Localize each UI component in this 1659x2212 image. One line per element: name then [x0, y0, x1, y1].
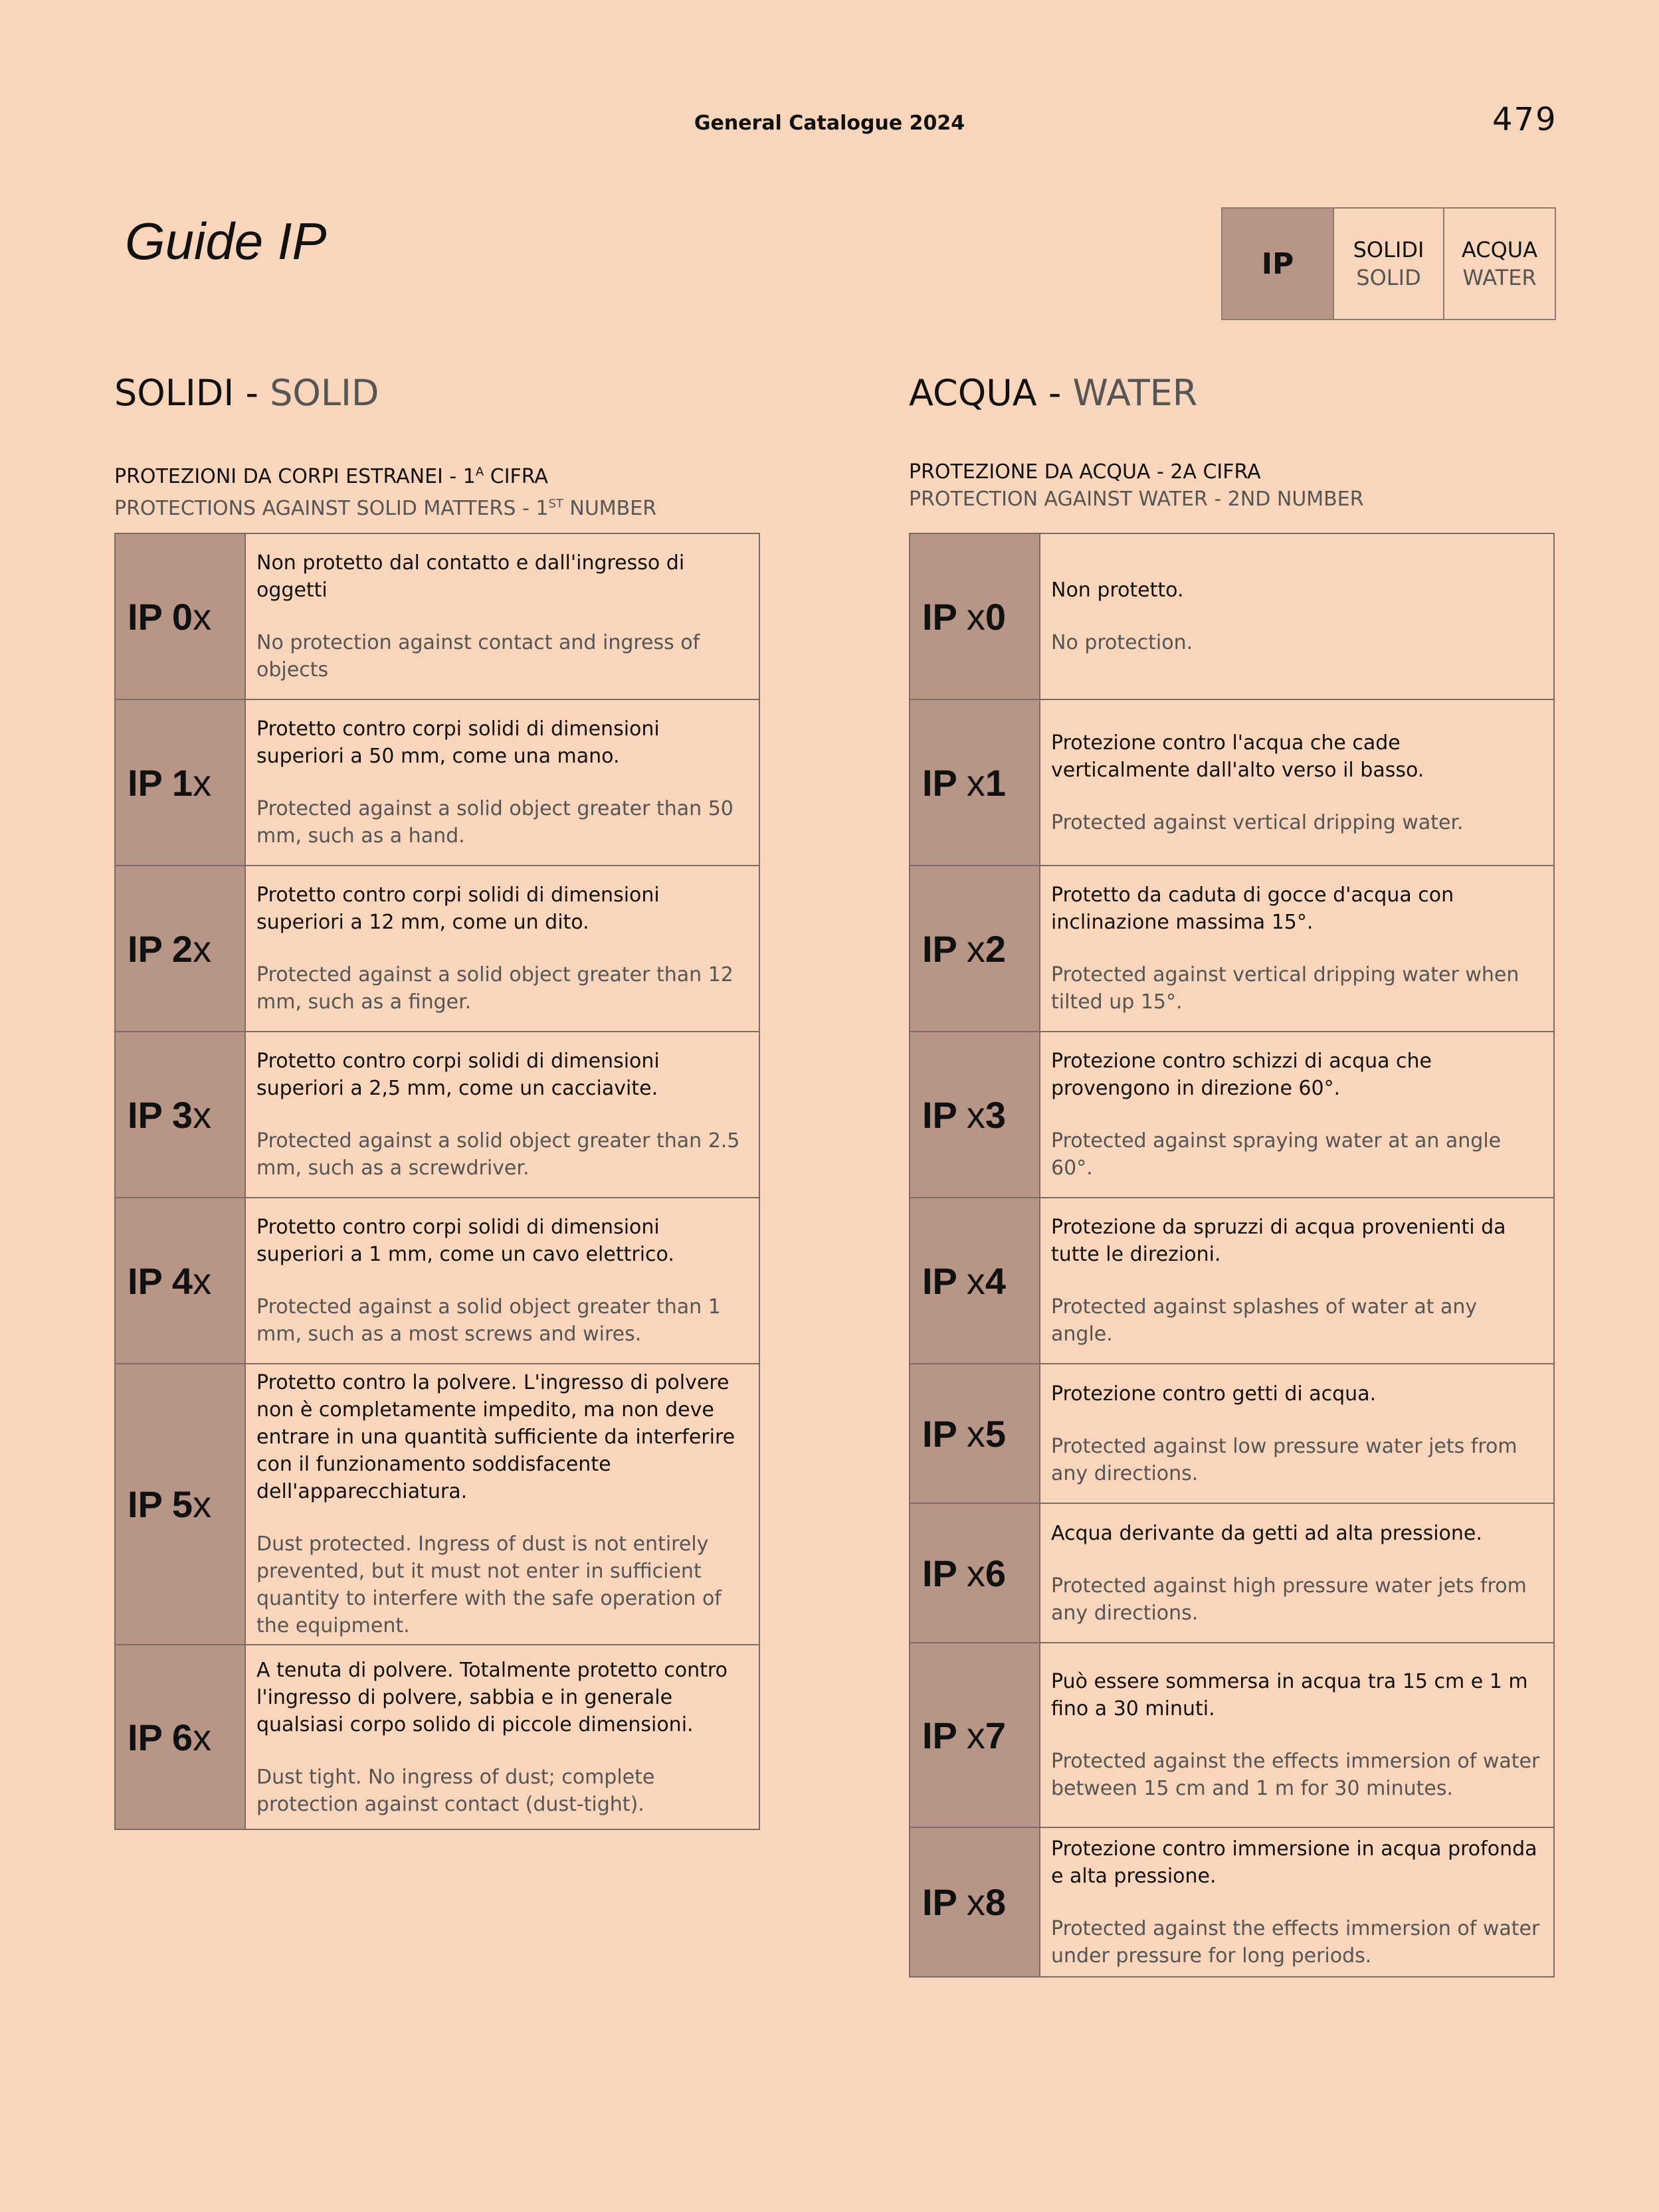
table-row	[910, 1198, 1555, 1364]
description-en: Dust tight. No ingress of dust; complete protection against contact (dust-tight).	[256, 1765, 655, 1816]
description-cell	[1040, 1504, 1553, 1642]
description-cell	[1040, 534, 1553, 699]
description-cell	[1040, 1643, 1553, 1827]
ip-digit: 8	[985, 1881, 1007, 1923]
ip-label: IP	[128, 927, 163, 970]
ip-code-cell	[910, 1032, 1040, 1197]
table-row	[116, 1198, 760, 1364]
ip-placeholder: x	[193, 595, 212, 638]
ip-digit: 3	[171, 1093, 193, 1136]
description-cell	[246, 1364, 759, 1644]
description-en: No protection against contact and ingress of objects	[256, 631, 700, 682]
ip-label: IP	[922, 595, 957, 638]
description-cell	[246, 1645, 759, 1829]
description-cell	[246, 700, 759, 865]
description-cell	[1040, 1364, 1553, 1503]
solid-title-sep: -	[234, 372, 270, 414]
solid-sub-en-sup: ST	[548, 497, 563, 511]
ip-label: IP	[922, 1259, 957, 1302]
ip-placeholder: x	[966, 595, 985, 638]
water-table	[909, 533, 1555, 1978]
description-cell	[246, 534, 759, 699]
table-row	[910, 1504, 1555, 1643]
description-en: No protection.	[1051, 631, 1193, 654]
description-cell	[1040, 866, 1553, 1031]
ip-code-cell	[910, 1504, 1040, 1642]
ip-placeholder: x	[193, 1716, 212, 1758]
description-en: Protected against vertical dripping water when tilted up 15°.	[1051, 963, 1519, 1014]
ip-code-cell	[116, 1645, 246, 1829]
description-cell	[246, 866, 759, 1031]
table-row	[910, 1828, 1555, 1978]
description-it: A tenuta di polvere. Totalmente protetto contro l'ingresso di polvere, sabbia e in generale qualsiasi corpo solido di piccole dimensioni.	[256, 1658, 728, 1736]
table-row	[910, 1643, 1555, 1828]
description-cell	[246, 1198, 759, 1363]
ip-digit: 5	[171, 1483, 193, 1525]
ip-digit: 6	[985, 1552, 1007, 1594]
page-number: 479	[1492, 101, 1557, 138]
legend-solid-en: SOLID	[1356, 265, 1421, 290]
table-row	[910, 1032, 1555, 1198]
ip-code-cell	[910, 866, 1040, 1031]
ip-placeholder: x	[193, 1483, 212, 1525]
ip-digit: 1	[171, 761, 193, 804]
ip-code-cell	[910, 1643, 1040, 1827]
description-it: Non protetto.	[1051, 579, 1184, 602]
ip-label: IP	[922, 761, 957, 804]
solid-subtitle	[114, 458, 656, 522]
ip-placeholder: x	[966, 1714, 985, 1756]
ip-code-cell	[910, 1828, 1040, 1976]
table-row	[116, 1364, 760, 1645]
description-en: Protected against high pressure water jets from any directions.	[1051, 1574, 1527, 1625]
table-row	[910, 534, 1555, 700]
ip-placeholder: x	[966, 761, 985, 804]
description-cell	[246, 1032, 759, 1197]
ip-digit: 0	[985, 595, 1007, 638]
ip-code-cell	[910, 1364, 1040, 1503]
page-title: Guide IP	[125, 212, 327, 270]
water-section-title	[909, 372, 1197, 414]
description-en: Protected against the effects immersion of water under pressure for long periods.	[1051, 1916, 1540, 1968]
ip-label: IP	[922, 927, 957, 970]
ip-label: IP	[128, 1483, 163, 1525]
description-it: Acqua derivante da getti ad alta pressione.	[1051, 1521, 1482, 1545]
description-it: Protezione contro getti di acqua.	[1051, 1382, 1377, 1406]
description-cell	[1040, 1032, 1553, 1197]
solid-section-title	[114, 372, 379, 414]
description-en: Protected against the effects immersion of water between 15 cm and 1 m for 30 minutes.	[1051, 1750, 1540, 1800]
solid-sub-it-sup: A	[475, 465, 484, 479]
solid-subtitle-en	[114, 490, 656, 522]
ip-label: IP	[922, 1552, 957, 1594]
ip-code-cell	[116, 1198, 246, 1363]
description-en: Protected against a solid object greater than 50 mm, such as a hand.	[256, 797, 733, 848]
ip-digit: 2	[985, 927, 1007, 970]
water-title-en: WATER	[1072, 372, 1198, 414]
solid-sub-it-end: CIFRA	[484, 465, 548, 488]
description-en: Protected against a solid object greater than 2.5 mm, such as a screwdriver.	[256, 1129, 740, 1180]
description-en: Protected against vertical dripping water.	[1051, 810, 1464, 834]
solid-sub-it-text: PROTEZIONI DA CORPI ESTRANEI - 1	[114, 465, 476, 488]
description-it: Protetto contro corpi solidi di dimensioni superiori a 50 mm, come una mano.	[256, 717, 660, 768]
ip-digit: 6	[171, 1716, 193, 1758]
water-subtitle-it: PROTEZIONE DA ACQUA - 2A CIFRA	[909, 460, 1261, 484]
description-en: Protected against low pressure water jets from any directions.	[1051, 1434, 1517, 1485]
table-row	[910, 1364, 1555, 1504]
ip-placeholder: x	[193, 761, 212, 804]
description-en: Protected against a solid object greater than 12 mm, such as a finger.	[256, 963, 733, 1014]
ip-label: IP	[922, 1881, 957, 1923]
description-it: Protetto da caduta di gocce d'acqua con inclinazione massima 15°.	[1051, 883, 1454, 934]
catalogue-title: General Catalogue 2024	[694, 112, 965, 135]
legend-solid-it: SOLIDI	[1353, 237, 1424, 262]
ip-digit: 1	[985, 761, 1007, 804]
table-row	[116, 534, 760, 700]
table-row	[116, 1645, 760, 1830]
description-cell	[1040, 700, 1553, 865]
table-row	[116, 1032, 760, 1198]
ip-label: IP	[922, 1412, 957, 1455]
ip-placeholder: x	[966, 1552, 985, 1594]
ip-label: IP	[128, 1259, 163, 1302]
ip-label: IP	[128, 595, 163, 638]
ip-digit: 4	[985, 1259, 1007, 1302]
table-row	[116, 700, 760, 866]
description-it: Protetto contro corpi solidi di dimensioni superiori a 1 mm, come un cavo elettrico.	[256, 1216, 674, 1266]
solid-table	[114, 533, 760, 1830]
table-row	[910, 700, 1555, 866]
ip-code-cell	[116, 866, 246, 1031]
ip-placeholder: x	[966, 1093, 985, 1136]
description-it: Non protetto dal contatto e dall'ingresso di oggetti	[256, 551, 685, 602]
legend-water	[1444, 209, 1555, 319]
ip-placeholder: x	[966, 1259, 985, 1302]
description-en: Protected against splashes of water at any angle.	[1051, 1295, 1478, 1346]
ip-code-cell	[910, 1198, 1040, 1363]
solid-title-it: SOLIDI	[114, 372, 235, 414]
description-it: Protetto contro corpi solidi di dimensioni superiori a 2,5 mm, come un cacciavite.	[256, 1050, 660, 1100]
description-it: Protezione da spruzzi di acqua provenienti da tutte le direzioni.	[1051, 1216, 1506, 1266]
solid-subtitle-it	[114, 458, 656, 490]
solid-title-en: SOLID	[270, 372, 379, 414]
ip-digit: 5	[985, 1412, 1007, 1455]
legend-ip: IP	[1222, 209, 1334, 319]
table-row	[910, 866, 1555, 1032]
solid-sub-en-end: NUMBER	[563, 497, 657, 520]
ip-code-cell	[910, 700, 1040, 865]
ip-code-cell	[116, 700, 246, 865]
ip-digit: 0	[171, 595, 193, 638]
description-cell	[1040, 1198, 1553, 1363]
ip-digit: 7	[985, 1714, 1007, 1756]
ip-label: IP	[128, 1093, 163, 1136]
water-subtitle	[909, 458, 1364, 513]
ip-digit: 2	[171, 927, 193, 970]
description-it: Protezione contro l'acqua che cade verticalmente dall'alto verso il basso.	[1051, 731, 1424, 782]
description-it: Protezione contro schizzi di acqua che provengono in direzione 60°.	[1051, 1050, 1432, 1100]
ip-placeholder: x	[966, 1881, 985, 1923]
legend-water-it: ACQUA	[1461, 237, 1538, 262]
water-title-sep: -	[1036, 372, 1073, 414]
description-it: Protetto contro la polvere. L'ingresso di polvere non è completamente impedito, ma non deve entrare in una quantità sufficiente da interferire con il funzionamento soddisfacente dell'apparecchiatura.	[256, 1371, 735, 1503]
table-row	[116, 866, 760, 1032]
ip-digit: 3	[985, 1093, 1007, 1136]
ip-placeholder: x	[966, 927, 985, 970]
ip-legend	[1221, 207, 1556, 320]
description-en: Protected against spraying water at an angle 60°.	[1051, 1129, 1502, 1180]
water-subtitle-en: PROTECTION AGAINST WATER - 2ND NUMBER	[909, 488, 1364, 511]
description-it: Protetto contro corpi solidi di dimensioni superiori a 12 mm, come un dito.	[256, 883, 660, 934]
ip-code-cell	[116, 1032, 246, 1197]
legend-solid	[1334, 209, 1444, 319]
description-cell	[1040, 1828, 1553, 1976]
description-en: Protected against a solid object greater than 1 mm, such as a most screws and wires.	[256, 1295, 721, 1346]
water-title-it: ACQUA	[909, 372, 1037, 414]
ip-code-cell	[116, 1364, 246, 1644]
ip-label: IP	[128, 1716, 163, 1758]
description-it: Protezione contro immersione in acqua profonda e alta pressione.	[1051, 1837, 1537, 1888]
description-en: Dust protected. Ingress of dust is not entirely prevented, but it must not enter in sufficient quantity to interfere with the safe operation of the equipment.	[256, 1532, 722, 1637]
solid-sub-en-text: PROTECTIONS AGAINST SOLID MATTERS - 1	[114, 497, 549, 520]
ip-label: IP	[922, 1714, 957, 1756]
ip-placeholder: x	[966, 1412, 985, 1455]
description-it: Può essere sommersa in acqua tra 15 cm e 1 m fino a 30 minuti.	[1051, 1670, 1528, 1720]
ip-placeholder: x	[193, 1093, 212, 1136]
ip-label: IP	[128, 761, 163, 804]
ip-code-cell	[116, 534, 246, 699]
legend-water-en: WATER	[1462, 265, 1537, 290]
ip-label: IP	[922, 1093, 957, 1136]
ip-code-cell	[910, 534, 1040, 699]
ip-placeholder: x	[193, 927, 212, 970]
ip-digit: 4	[171, 1259, 193, 1302]
ip-placeholder: x	[193, 1259, 212, 1302]
